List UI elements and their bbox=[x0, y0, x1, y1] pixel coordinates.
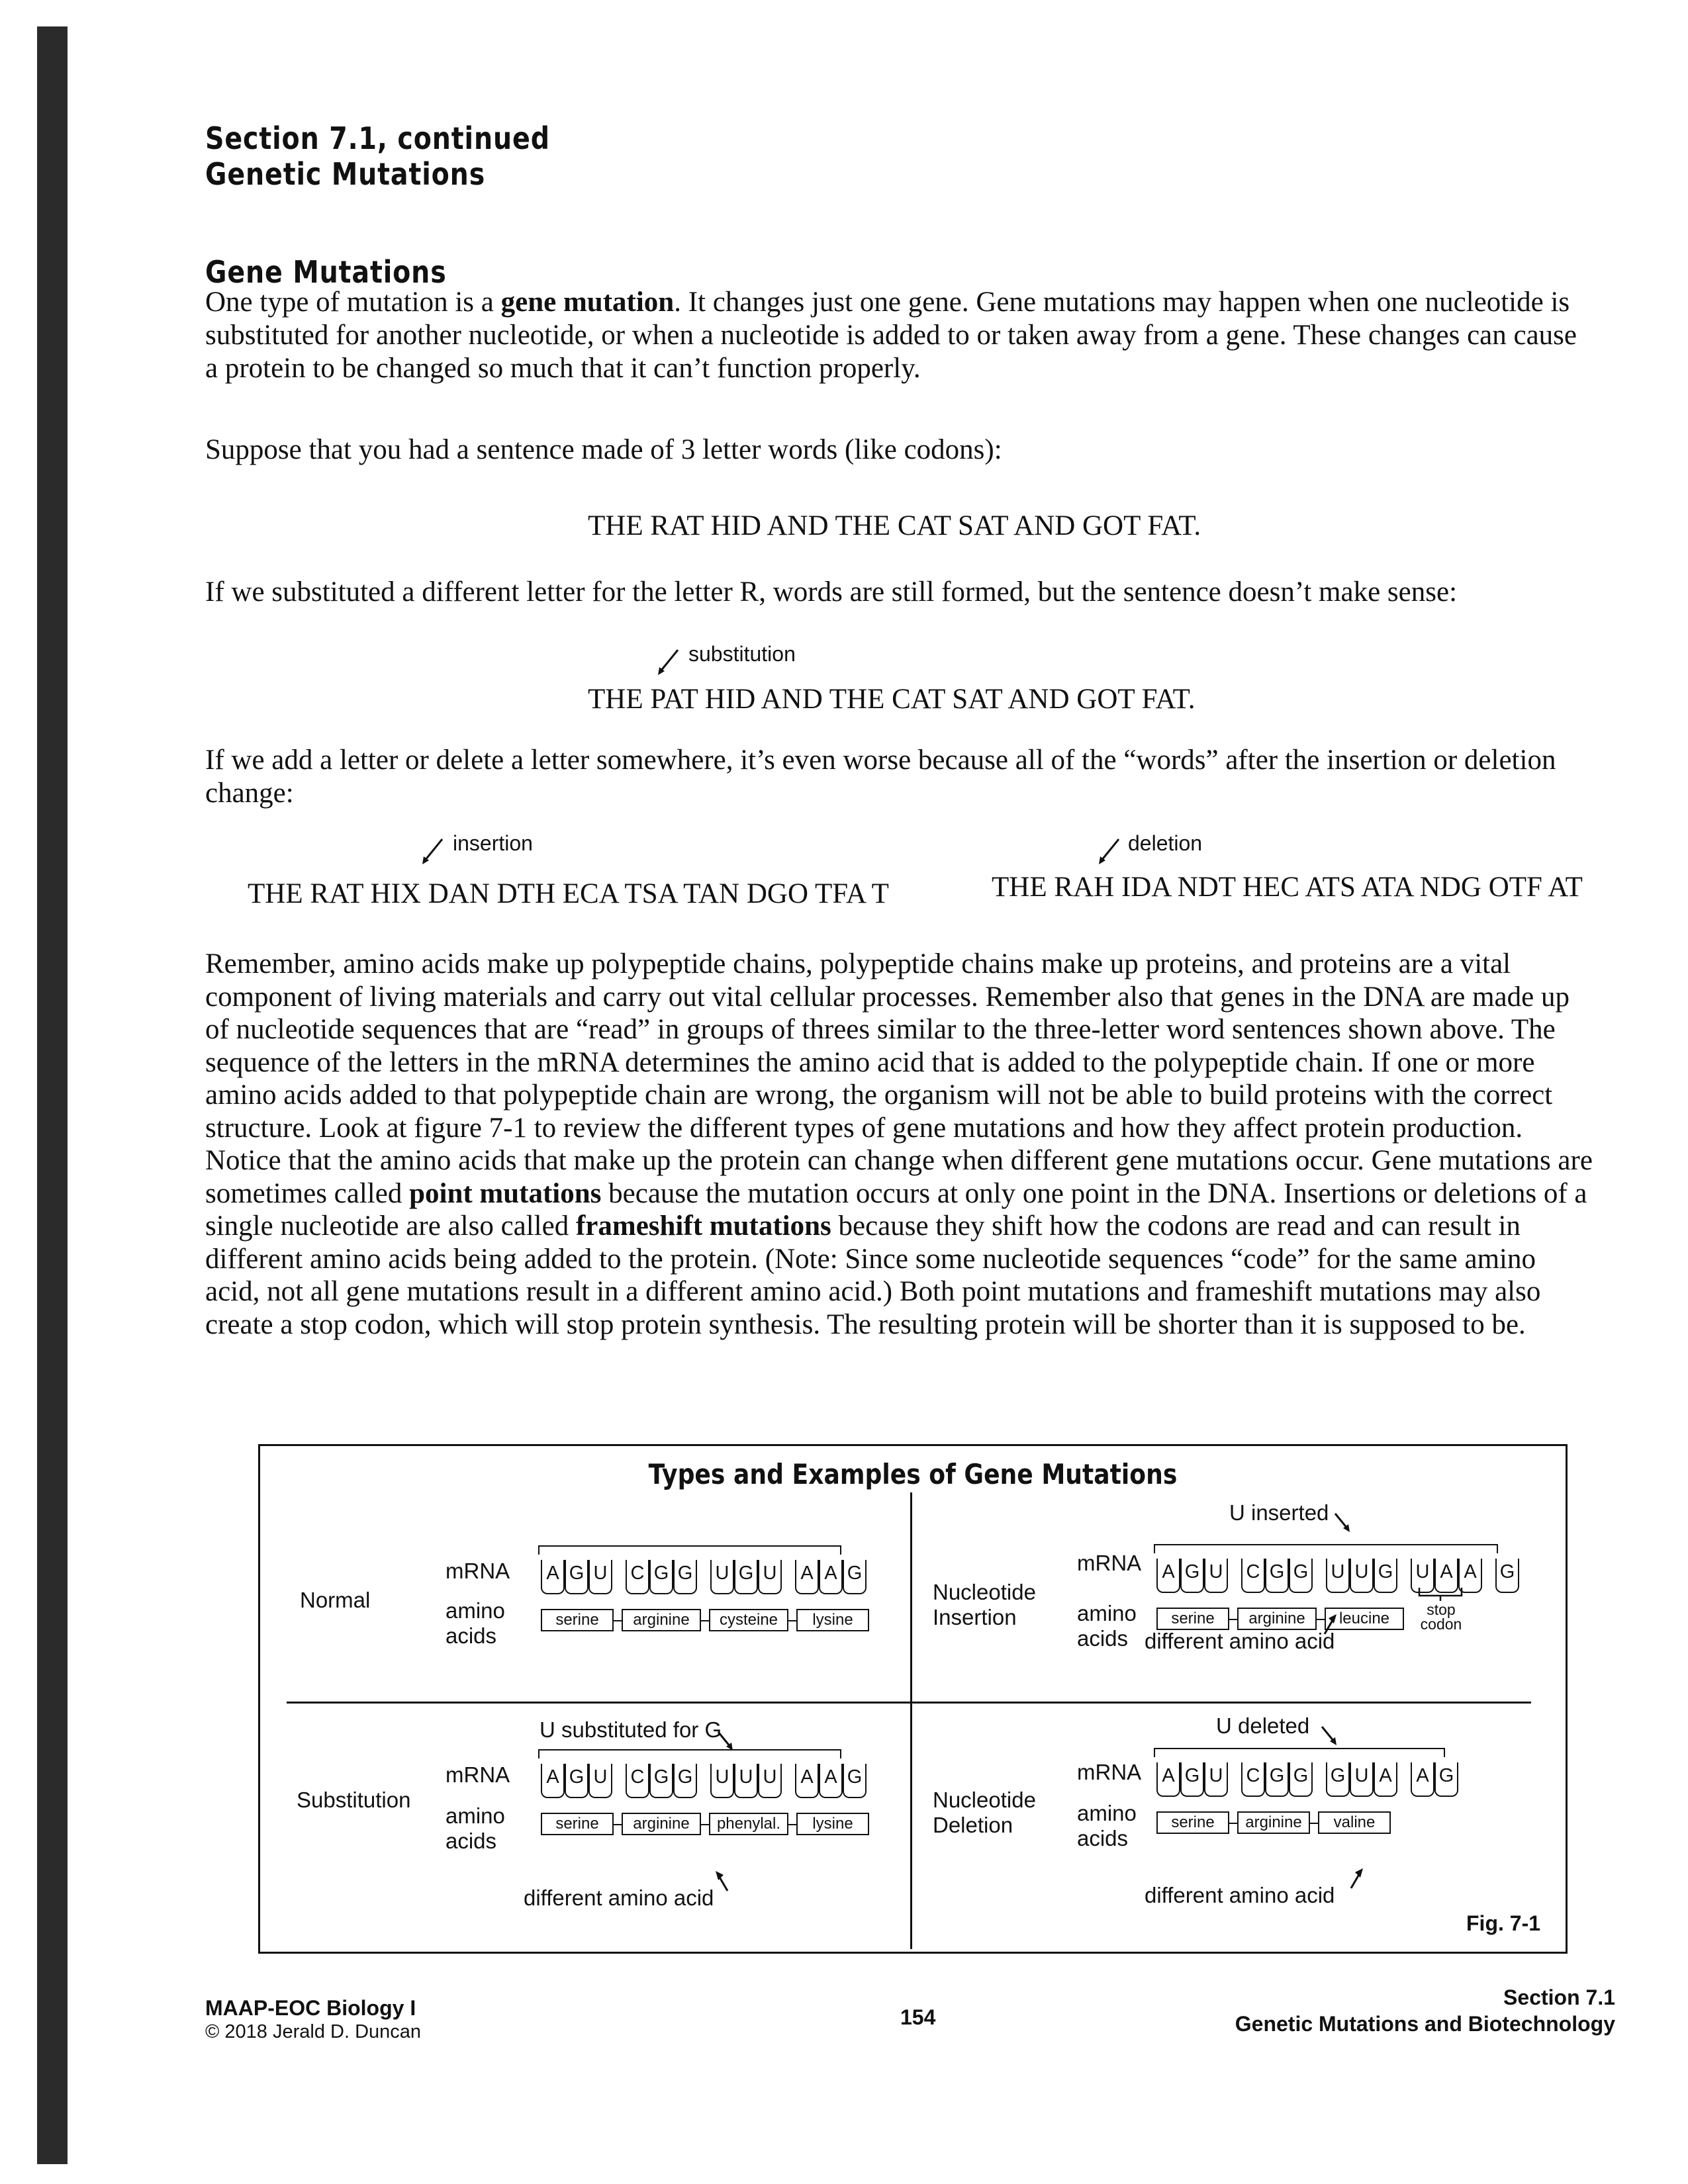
substitution-mrna-label: mRNA bbox=[445, 1762, 510, 1787]
peptide-bond bbox=[788, 1620, 796, 1621]
nucleotide: C bbox=[626, 1764, 649, 1798]
peptide-bond bbox=[701, 1620, 709, 1621]
frameshift-paragraph: If we add a letter or delete a letter somewhere, it’s even worse because all of the “words” after the insertion or deletion change: bbox=[205, 745, 1556, 809]
footer-page-number: 154 bbox=[900, 2005, 936, 2029]
deletion-sentence: THE RAH IDA NDT HEC ATS ATA NDG OTF AT bbox=[992, 872, 1583, 903]
nucleotide: G bbox=[1495, 1559, 1519, 1593]
nucleotide: U bbox=[1204, 1559, 1228, 1593]
nucleotide: U bbox=[588, 1560, 612, 1594]
nucleotide: C bbox=[626, 1560, 649, 1594]
nucleotide: U bbox=[588, 1764, 612, 1798]
normal-amino-label: amino acids bbox=[445, 1598, 505, 1648]
nucleotide: U bbox=[758, 1560, 782, 1594]
nucleotide: G bbox=[649, 1560, 673, 1594]
mrna-backbone bbox=[1154, 1544, 1498, 1553]
mrna-backbone bbox=[538, 1545, 841, 1555]
deletion-label: deletion bbox=[1128, 831, 1203, 855]
deletion-mrna-label: mRNA bbox=[1077, 1760, 1142, 1784]
nucleotide: G bbox=[1289, 1559, 1313, 1593]
normal-mrna-label: mRNA bbox=[445, 1559, 510, 1583]
substitution-row-label: Substitution bbox=[297, 1788, 411, 1812]
nucleotide: G bbox=[1374, 1559, 1397, 1593]
figure-horizontal-divider bbox=[287, 1702, 1531, 1704]
figure-title: Types and Examples of Gene Mutations bbox=[648, 1458, 1178, 1490]
nucleotide: A bbox=[1156, 1762, 1180, 1797]
substitution-arrow bbox=[655, 647, 682, 676]
amino-acid-box: lysine bbox=[796, 1609, 869, 1631]
nucleotide: G bbox=[673, 1560, 697, 1594]
nucleotide: G bbox=[565, 1560, 588, 1594]
nucleotide: A bbox=[1374, 1762, 1397, 1797]
intro-paragraph: One type of mutation is a gene mutation. It changes just one gene. Gene mutations may happen when one nucleotide is substituted for another nucleotide, or when a nucleotide is added to or taken away from a gene. These changes can cause a protein to be changed so much that it can’t function properly. bbox=[205, 287, 1577, 384]
amino-acid-box: arginine bbox=[1237, 1811, 1310, 1834]
nucleotide: G bbox=[673, 1764, 697, 1798]
insertion-row-label: Nucleotide Insertion bbox=[933, 1580, 1036, 1629]
peptide-bond bbox=[701, 1824, 709, 1825]
nucleotide: U bbox=[1350, 1762, 1374, 1797]
footer-course: MAAP-EOC Biology I bbox=[205, 1996, 416, 2020]
substitution-label: substitution bbox=[688, 642, 796, 666]
nucleotide: A bbox=[1458, 1559, 1482, 1593]
nucleotide: A bbox=[1156, 1559, 1180, 1593]
deletion-arrow bbox=[1096, 837, 1123, 866]
nucleotide: C bbox=[1241, 1762, 1265, 1797]
nucleotide: A bbox=[1434, 1559, 1458, 1593]
nucleotide: A bbox=[795, 1560, 819, 1594]
nucleotide: U bbox=[710, 1560, 734, 1594]
term-frameshift-mutations: frameshift mutations bbox=[575, 1210, 831, 1242]
amino-acid-box: serine bbox=[541, 1609, 614, 1631]
nucleotide: G bbox=[1180, 1762, 1204, 1797]
deletion-different-amino-acid: different amino acid bbox=[1145, 1883, 1335, 1907]
substitution-note: U substituted for G bbox=[539, 1717, 722, 1742]
stop-codon-bracket bbox=[1417, 1586, 1464, 1602]
section-header: Section 7.1, continued bbox=[205, 120, 550, 156]
figure-number: Fig. 7-1 bbox=[1466, 1911, 1541, 1935]
peptide-bond bbox=[788, 1824, 796, 1825]
insertion-sentence: THE RAT HIX DAN DTH ECA TSA TAN DGO TFA T bbox=[248, 878, 889, 909]
section-subheader: Genetic Mutations bbox=[205, 156, 486, 192]
footer-copyright: © 2018 Jerald D. Duncan bbox=[205, 2021, 422, 2042]
figure-vertical-divider bbox=[910, 1492, 912, 1949]
footer-section-title: Genetic Mutations and Biotechnology bbox=[1235, 2012, 1615, 2036]
term-point-mutations: point mutations bbox=[409, 1177, 602, 1209]
substitution-diff-arrow bbox=[713, 1870, 733, 1893]
term-gene-mutation: gene mutation bbox=[500, 287, 675, 318]
insertion-note: U inserted bbox=[1229, 1500, 1329, 1525]
nucleotide: U bbox=[1204, 1762, 1228, 1797]
nucleotide: G bbox=[734, 1560, 758, 1594]
substitution-note-arrow bbox=[716, 1729, 735, 1752]
nucleotide: A bbox=[1411, 1762, 1434, 1797]
amino-acid-box: arginine bbox=[622, 1813, 701, 1835]
nucleotide: U bbox=[758, 1764, 782, 1798]
footer-section: Section 7.1 bbox=[1503, 1985, 1615, 2009]
nucleotide: G bbox=[1265, 1762, 1289, 1797]
nucleotide: G bbox=[649, 1764, 673, 1798]
deletion-row-label: Nucleotide Deletion bbox=[933, 1788, 1036, 1837]
substitution-amino-label: amino acids bbox=[445, 1803, 505, 1853]
nucleotide: G bbox=[565, 1764, 588, 1798]
nucleotide: A bbox=[819, 1560, 843, 1594]
nucleotide: A bbox=[819, 1764, 843, 1798]
peptide-bond bbox=[614, 1824, 622, 1825]
amino-acid-box: cysteine bbox=[709, 1609, 788, 1631]
nucleotide: G bbox=[843, 1560, 867, 1594]
insertion-different-amino-acid: different amino acid bbox=[1145, 1629, 1335, 1653]
nucleotide: G bbox=[1265, 1559, 1289, 1593]
peptide-bond bbox=[1310, 1823, 1318, 1824]
example-sentence: THE RAT HID AND THE CAT SAT AND GOT FAT. bbox=[588, 510, 1201, 541]
mrna-backbone bbox=[1154, 1748, 1445, 1757]
figure-7-1 bbox=[258, 1444, 1568, 1954]
peptide-bond bbox=[1229, 1823, 1237, 1824]
insertion-mrna-label: mRNA bbox=[1077, 1551, 1142, 1575]
amino-acid-box: serine bbox=[1156, 1608, 1229, 1630]
nucleotide: G bbox=[1289, 1762, 1313, 1797]
nucleotide: U bbox=[1326, 1559, 1350, 1593]
scan-binding-edge bbox=[37, 26, 68, 2164]
nucleotide: C bbox=[1241, 1559, 1265, 1593]
mrna-backbone bbox=[538, 1749, 841, 1758]
explanation-paragraph: Remember, amino acids make up polypeptide chains, polypeptide chains make up proteins, and proteins are a vital component of living materials and carry out vital cellular processes. Remember also that genes in the DNA are made up of nucleotide sequences that are “read” in groups of threes similar to the three-letter word sentences shown above. The sequence of the letters in the mRNA determines the amino acid that is added to the polypeptide chain. If one or more amino acids added to that polypeptide chain are wrong, the organism will not be able to build proteins with the correct structure. Look at figure 7-1 to review the different types of gene mutations and how they affect protein production. Notice that the amino acids that make up the protein can change when different gene mutations occur. Gene mutations are sometimes called point mutations because the mutation occurs at only one point in the DNA. Insertions or deletions of a single nucleotide are also called frameshift mutations because they shift how the codons are read and can result in different amino acids being added to the protein. (Note: Since some nucleotide sequences “code” for the same amino acid, not all gene mutations result in a different amino acid.) Both point mutations and frameshift mutations may also create a stop codon, which will stop protein synthesis. The resulting protein will be shorter than it is supposed to be. bbox=[205, 948, 1593, 1340]
nucleotide: G bbox=[843, 1764, 867, 1798]
nucleotide: A bbox=[541, 1560, 565, 1594]
amino-acid-box: leucine bbox=[1325, 1608, 1404, 1630]
amino-acid-box: lysine bbox=[796, 1813, 869, 1835]
substitution-paragraph: If we substituted a different letter for the letter R, words are still formed, but the sentence doesn’t make sense: bbox=[205, 576, 1458, 608]
codon-analogy-paragraph: Suppose that you had a sentence made of 3 letter words (like codons): bbox=[205, 434, 1002, 465]
nucleotide: A bbox=[795, 1764, 819, 1798]
gene-mutations-heading: Gene Mutations bbox=[205, 254, 447, 290]
nucleotide: A bbox=[541, 1764, 565, 1798]
amino-acid-box: serine bbox=[541, 1813, 614, 1835]
amino-acid-box: arginine bbox=[622, 1609, 701, 1631]
nucleotide: U bbox=[1411, 1559, 1434, 1593]
nucleotide: G bbox=[1434, 1762, 1458, 1797]
insertion-amino-label: amino acids bbox=[1077, 1601, 1137, 1651]
nucleotide: U bbox=[734, 1764, 758, 1798]
nucleotide: U bbox=[1350, 1559, 1374, 1593]
insertion-label: insertion bbox=[453, 831, 533, 855]
amino-acid-box: valine bbox=[1318, 1811, 1391, 1834]
nucleotide: U bbox=[710, 1764, 734, 1798]
peptide-bond bbox=[614, 1620, 622, 1621]
deletion-amino-label: amino acids bbox=[1077, 1801, 1137, 1850]
peptide-bond bbox=[1229, 1619, 1237, 1620]
deletion-diff-arrow bbox=[1346, 1867, 1366, 1891]
deletion-note: U deleted bbox=[1216, 1713, 1310, 1738]
stop-codon-label: stop codon bbox=[1420, 1601, 1462, 1633]
nucleotide: G bbox=[1326, 1762, 1350, 1797]
nucleotide: G bbox=[1180, 1559, 1204, 1593]
deletion-note-arrow bbox=[1319, 1724, 1339, 1747]
amino-acid-box: serine bbox=[1156, 1811, 1229, 1834]
amino-acid-box: phenylal. bbox=[709, 1813, 788, 1835]
insertion-note-arrow bbox=[1333, 1511, 1352, 1533]
insertion-arrow bbox=[420, 837, 446, 866]
normal-label: Normal bbox=[300, 1588, 371, 1612]
amino-acid-box: arginine bbox=[1237, 1608, 1317, 1630]
substitution-different-amino-acid: different amino acid bbox=[524, 1886, 714, 1910]
substitution-sentence: THE PAT HID AND THE CAT SAT AND GOT FAT. bbox=[588, 684, 1196, 715]
